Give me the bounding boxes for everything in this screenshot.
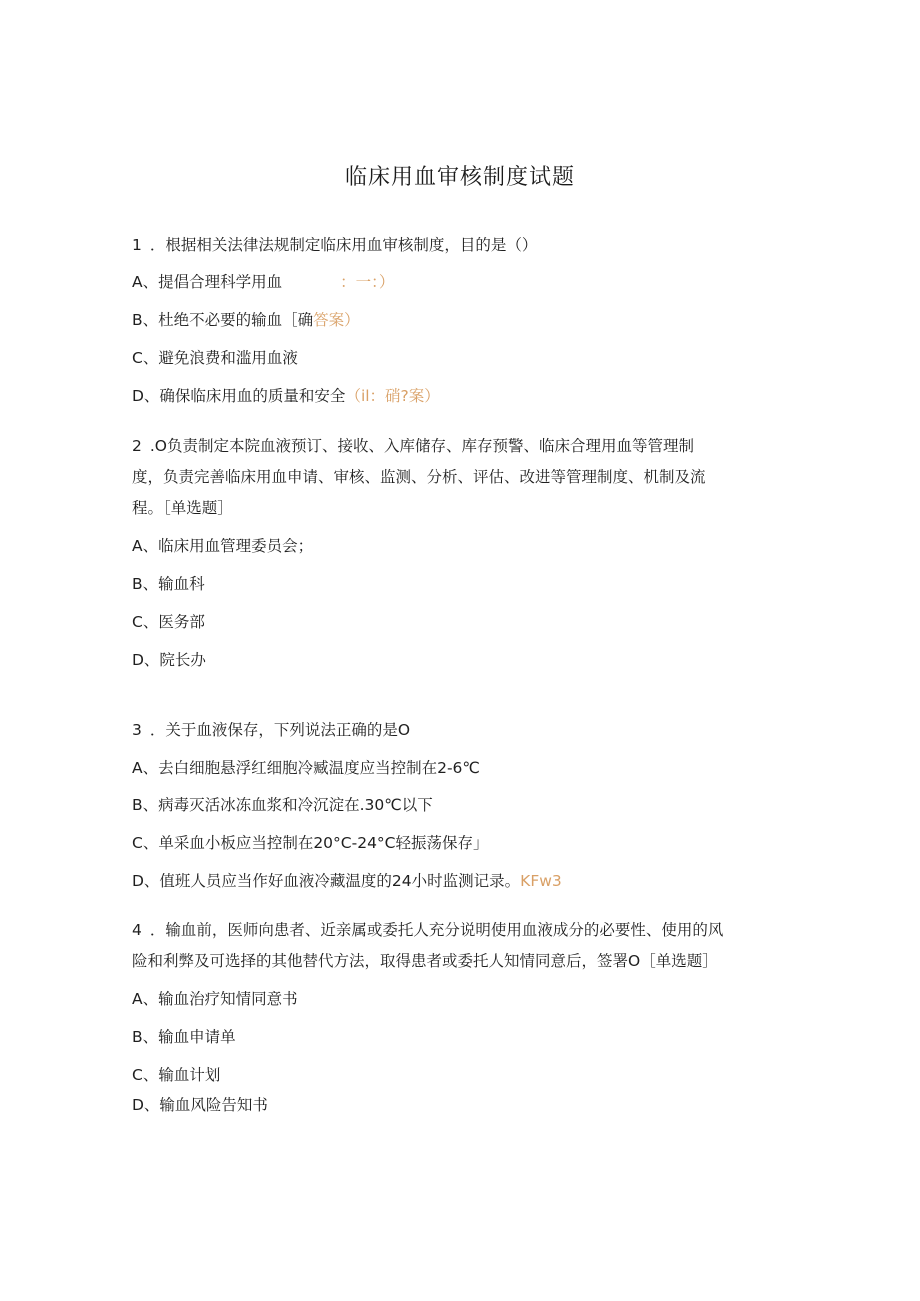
question-3-option-a [132, 758, 480, 778]
option-label: A、提倡合理科学用血 [132, 273, 283, 291]
question-text: ．根据相关法律法规制定临床用血审核制度，目的是（） [149, 236, 538, 254]
question-2-option-b [132, 574, 205, 594]
question-4-stem-line-2 [132, 951, 718, 971]
question-3-option-b [132, 795, 433, 815]
question-3-stem [132, 720, 410, 740]
option-label: D、院长办 [132, 651, 206, 669]
question-3-option-c [132, 833, 489, 853]
answer-note: ：一：） [340, 273, 395, 291]
question-1-stem [132, 235, 537, 255]
question-2-option-c [132, 612, 205, 632]
option-label: A、临床用血管理委员会； [132, 537, 314, 555]
question-3-option-d [132, 871, 562, 891]
question-4-option-c [132, 1065, 220, 1085]
question-2-stem-line-2 [132, 467, 706, 487]
option-label: D、输血风险告知书 [132, 1096, 268, 1114]
question-2-option-a [132, 536, 313, 556]
question-2-stem-line-1 [132, 436, 694, 456]
answer-note: KFw3 [520, 872, 562, 890]
option-label: B、输血科 [132, 575, 205, 593]
question-text: 险和利弊及可选择的其他替代方法，取得患者或委托人知情同意后，签署O［单选题］ [132, 952, 718, 970]
option-label: C、单采血小板应当控制在20°C-24°C轻振荡保存」 [132, 834, 489, 852]
question-1-option-c [132, 348, 298, 368]
question-text: 度，负责完善临床用血申请、审核、监测、分析、评估、改进等管理制度、机制及流 [132, 468, 706, 486]
question-4-option-b [132, 1027, 236, 1047]
question-1-option-a [132, 272, 394, 292]
question-number: 4 [132, 921, 142, 939]
question-text: .O负责制定本院血液预订、接收、入库储存、库存预警、临床合理用血等管理制 [149, 437, 695, 455]
option-label: A、去白细胞悬浮红细胞冷臧温度应当控制在2-6℃ [132, 759, 480, 777]
question-number: 1 [132, 236, 142, 254]
question-1-option-d [132, 386, 440, 406]
page-title: 临床用血审核制度试题 [344, 165, 575, 190]
option-label: C、避免浪费和滥用血液 [132, 349, 298, 367]
question-text: ．关于血液保存，下列说法正确的是O [149, 721, 411, 739]
question-text: 程。［单选题］ [132, 499, 233, 517]
option-label: B、病毒灭活冰冻血浆和冷沉淀在.30℃以下 [132, 796, 433, 814]
question-number: 2 [132, 437, 142, 455]
question-4-option-d [132, 1095, 268, 1115]
answer-note: 答案） [313, 311, 360, 329]
option-label: A、输血治疗知情同意书 [132, 990, 298, 1008]
question-2-option-d [132, 650, 206, 670]
question-4-stem-line-1 [132, 920, 723, 940]
question-1-option-b [132, 310, 360, 330]
answer-note: （il：硝?案） [345, 387, 440, 405]
option-label: D、值班人员应当作好血液冷藏温度的24小时监测记录。 [132, 872, 521, 890]
question-2-stem-line-3 [132, 498, 233, 518]
question-text: ．输血前，医师向患者、近亲属或委托人充分说明使用血液成分的必要性、使用的风 [149, 921, 724, 939]
question-number: 3 [132, 721, 142, 739]
option-label: C、医务部 [132, 613, 205, 631]
option-label: D、确保临床用血的质量和安全 [132, 387, 346, 405]
option-label: C、输血计划 [132, 1066, 221, 1084]
question-4-option-a [132, 989, 298, 1009]
option-label: B、输血申请单 [132, 1028, 236, 1046]
option-label: B、杜绝不必要的输血［确 [132, 311, 314, 329]
